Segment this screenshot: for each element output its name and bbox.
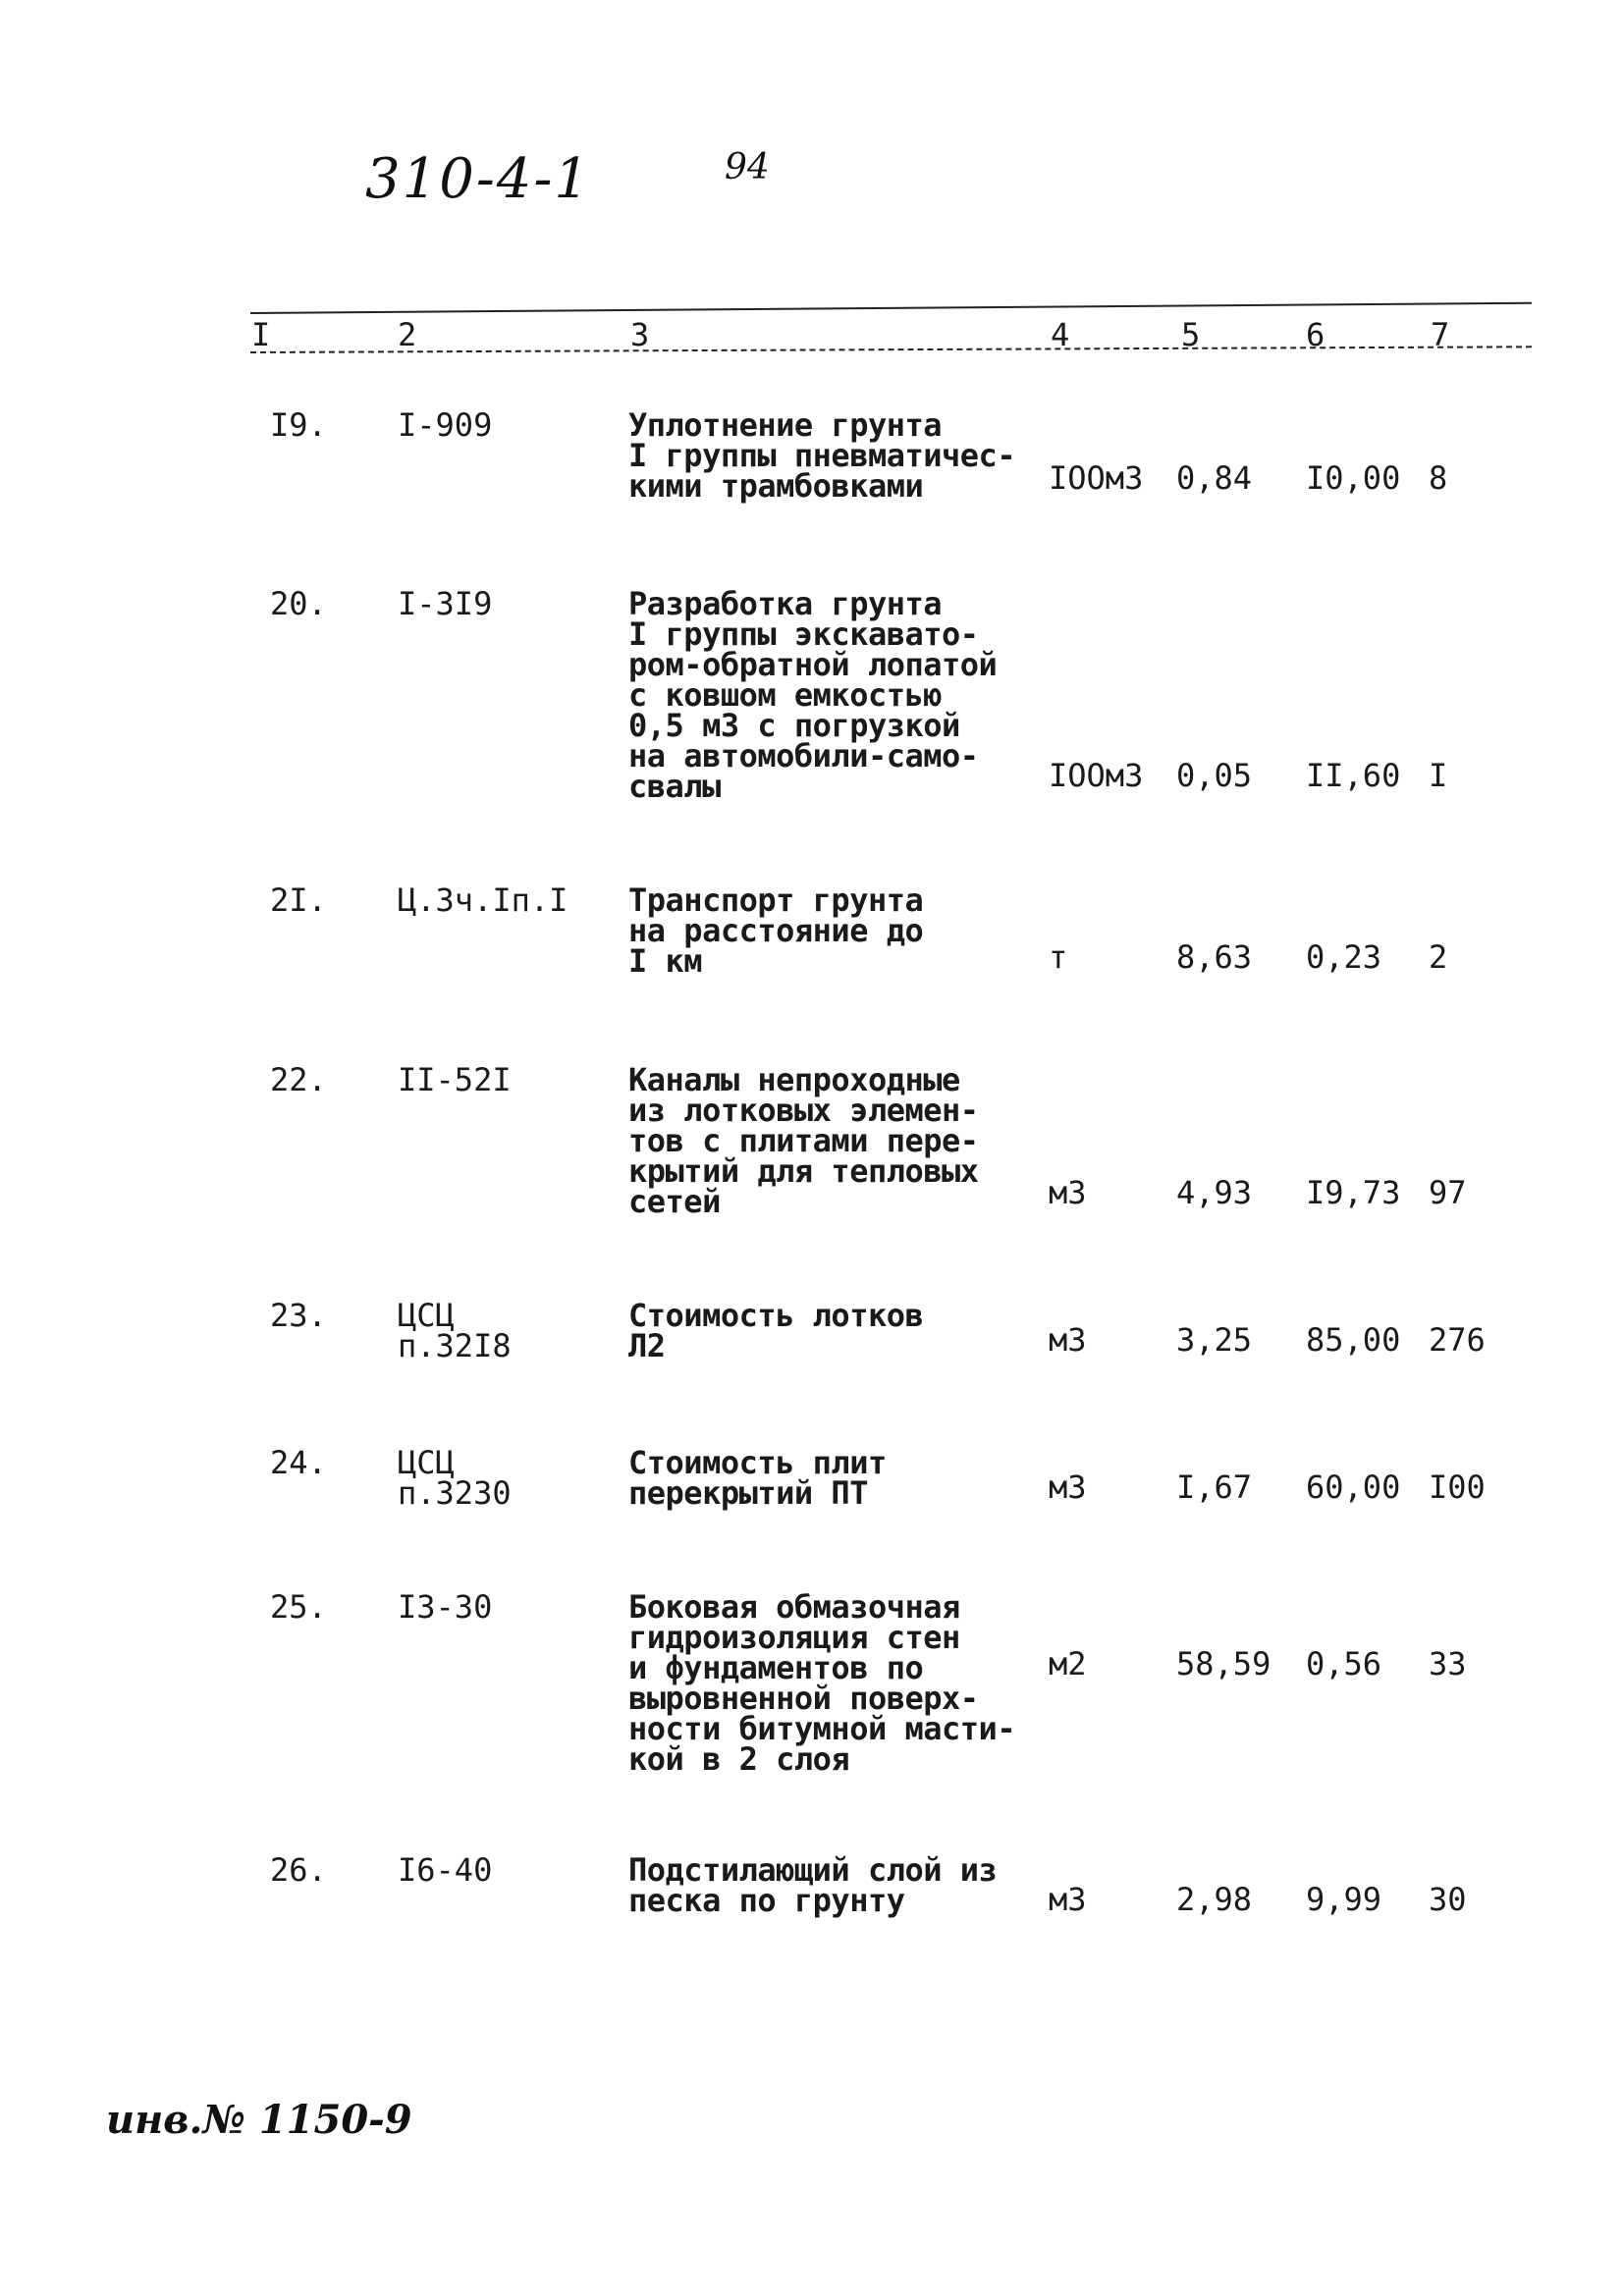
work-description: Каналы непроходные из лотковых элемен- тов с плитами пере- крытий для тепловых сетей xyxy=(628,1061,979,1220)
quantity: 0,05 xyxy=(1176,757,1253,794)
row-number: I9. xyxy=(270,406,327,444)
unit-price: 60,00 xyxy=(1306,1468,1401,1506)
total-cost: 97 xyxy=(1429,1174,1467,1211)
total-cost: 8 xyxy=(1429,459,1448,497)
row-number: 22. xyxy=(270,1061,327,1098)
unit-price: 85,00 xyxy=(1306,1321,1401,1359)
quantity: 4,93 xyxy=(1176,1174,1253,1211)
unit-price: I9,73 xyxy=(1306,1174,1401,1211)
quantity: 58,59 xyxy=(1176,1645,1271,1682)
column-header-1: I xyxy=(251,316,271,353)
work-description: Стоимость лотков Л2 xyxy=(628,1297,924,1364)
norm-code: Ц.3ч.Iп.I xyxy=(398,881,568,919)
unit-price: II,60 xyxy=(1306,757,1401,794)
unit-price: 9,99 xyxy=(1306,1881,1382,1918)
norm-code: I-909 xyxy=(398,406,493,444)
unit: м3 xyxy=(1049,1174,1087,1211)
column-header-2: 2 xyxy=(398,316,417,353)
column-header-5: 5 xyxy=(1181,316,1201,353)
row-number: 2I. xyxy=(270,881,327,919)
table-header-rule xyxy=(250,346,1532,353)
column-header-7: 7 xyxy=(1431,316,1450,353)
unit-price: I0,00 xyxy=(1306,459,1401,497)
total-cost: I xyxy=(1429,757,1448,794)
row-number: 23. xyxy=(270,1297,327,1334)
unit: м3 xyxy=(1049,1881,1087,1918)
work-description: Боковая обмазочная гидроизоляция стен и фундаментов по выровненной поверх- ности битумной масти- кой в 2 слоя xyxy=(628,1588,1016,1778)
column-header-3: 3 xyxy=(630,316,650,353)
unit-price: 0,56 xyxy=(1306,1645,1382,1682)
total-cost: 33 xyxy=(1429,1645,1467,1682)
row-number: 26. xyxy=(270,1851,327,1889)
unit: м2 xyxy=(1049,1645,1087,1682)
row-number: 20. xyxy=(270,585,327,622)
page-number: 94 xyxy=(725,147,770,187)
unit: м3 xyxy=(1049,1468,1087,1506)
unit-price: 0,23 xyxy=(1306,938,1382,976)
work-description: Стоимость плит перекрытий ПТ xyxy=(628,1444,887,1512)
norm-code: II-52I xyxy=(398,1061,512,1098)
norm-code: I-3I9 xyxy=(398,585,493,622)
total-cost: 30 xyxy=(1429,1881,1467,1918)
work-description: Транспорт грунта на расстояние до I км xyxy=(628,881,924,980)
norm-code: I6-40 xyxy=(398,1851,493,1889)
total-cost: 276 xyxy=(1429,1321,1486,1359)
unit: IOOм3 xyxy=(1049,459,1144,497)
inventory-number: инв.№ 1150-9 xyxy=(106,2097,412,2143)
unit: м3 xyxy=(1049,1321,1087,1359)
unit: IOOм3 xyxy=(1049,757,1144,794)
quantity: 8,63 xyxy=(1176,938,1253,976)
document-code: 310-4-1 xyxy=(365,147,591,211)
norm-code: I3-30 xyxy=(398,1588,493,1626)
norm-code: ЦСЦ п.3230 xyxy=(398,1444,512,1512)
quantity: I,67 xyxy=(1176,1468,1253,1506)
total-cost: 2 xyxy=(1429,938,1448,976)
quantity: 3,25 xyxy=(1176,1321,1253,1359)
table-top-rule xyxy=(250,302,1532,314)
work-description: Подстилающий слой из песка по грунту xyxy=(628,1851,998,1919)
row-number: 25. xyxy=(270,1588,327,1626)
quantity: 2,98 xyxy=(1176,1881,1253,1918)
total-cost: I00 xyxy=(1429,1468,1486,1506)
column-header-6: 6 xyxy=(1306,316,1325,353)
work-description: Разработка грунта I группы экскавато- ром-обратной лопатой с ковшом емкостью 0,5 м3 с погрузкой на автомобили-само- свалы xyxy=(628,585,998,805)
row-number: 24. xyxy=(270,1444,327,1481)
unit: т xyxy=(1049,938,1068,976)
column-header-4: 4 xyxy=(1051,316,1070,353)
quantity: 0,84 xyxy=(1176,459,1253,497)
norm-code: ЦСЦ п.32I8 xyxy=(398,1297,512,1364)
work-description: Уплотнение грунта I группы пневматичес- кими трамбовками xyxy=(628,406,1016,505)
